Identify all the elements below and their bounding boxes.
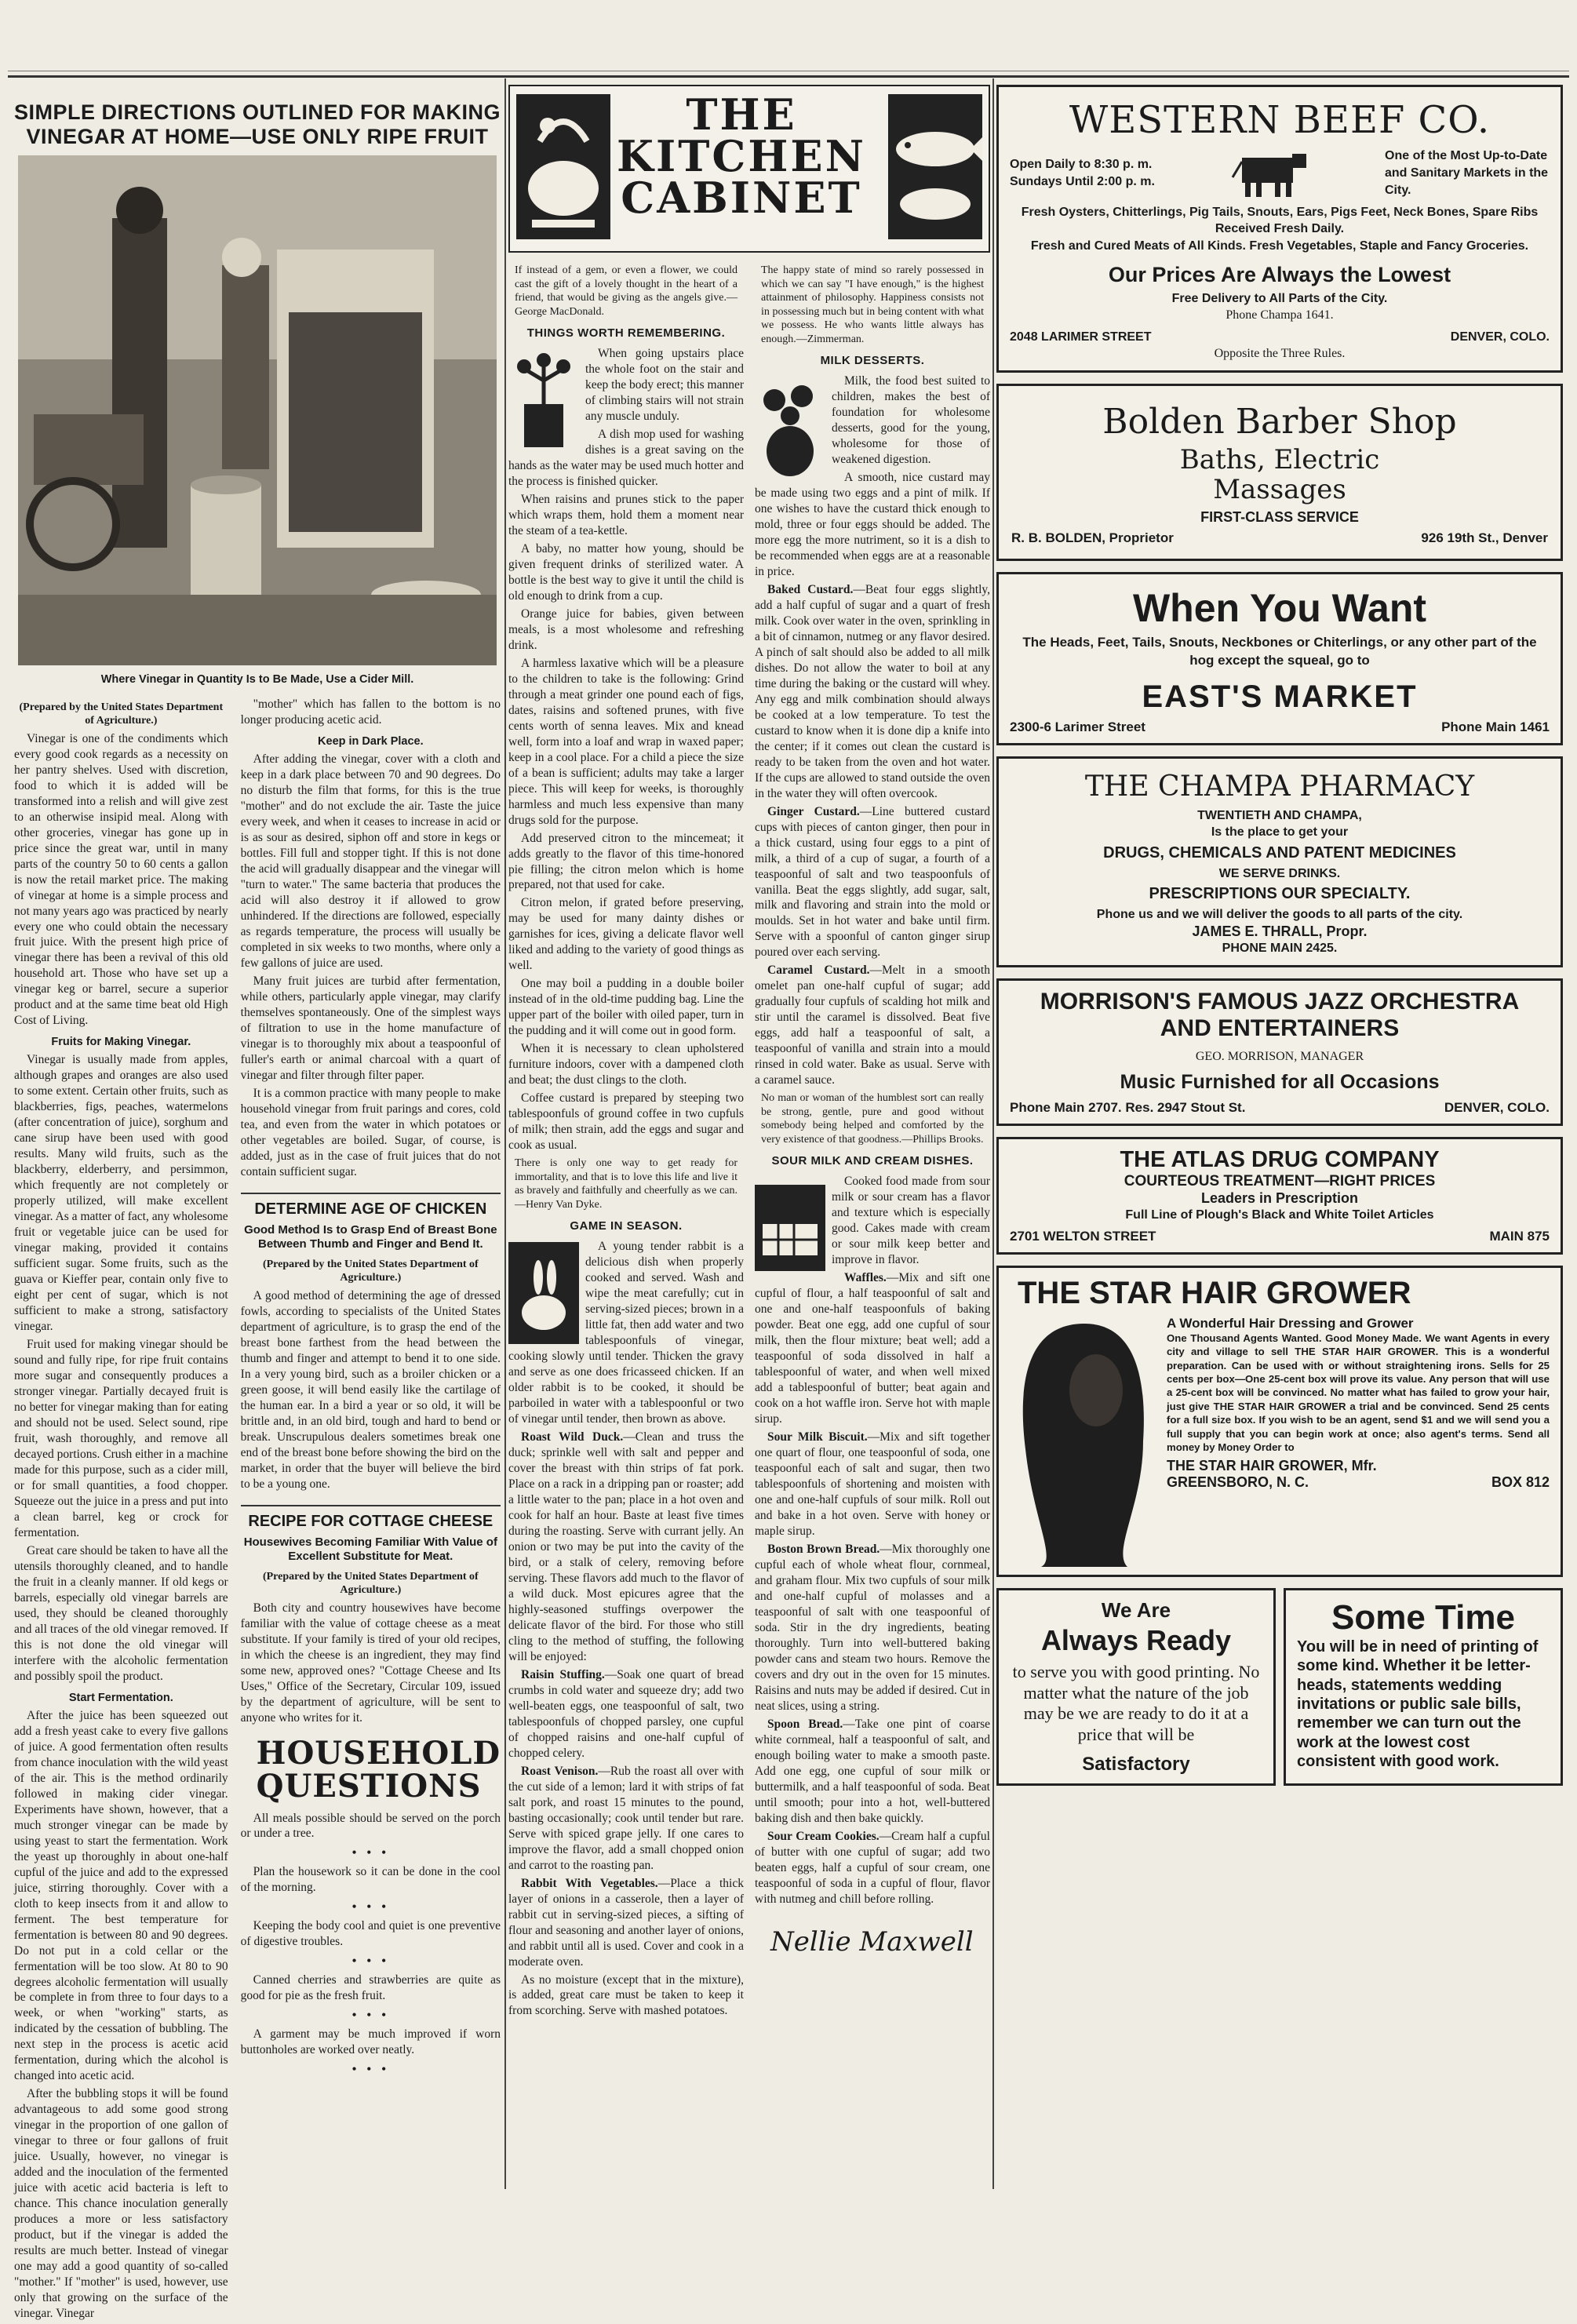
recipe-text: —Soak one quart of bread crumbs in cold water and squeeze dry; add two well-beaten eggs, one teaspoonful of salt, two tablespoonfuls of chopped parsley, one cupful of chopped raisins and one-half cupful of chopped celery.	[508, 1667, 744, 1760]
kitchen-col-b	[755, 260, 990, 2021]
ad-line: JAMES E. THRALL, Propr.	[1192, 923, 1368, 939]
ad-line: Phone Champa 1641.	[1226, 308, 1334, 322]
recipe-name: Spoon Bread.	[767, 1717, 843, 1731]
vinegar-credit: (Prepared by the United States Department of Agriculture.)	[19, 701, 224, 727]
paragraph: Cooked food made from sour milk or sour cream has a flavor and texture which is especially good. Cakes made with cream or sour milk keep better and improve in flavor.	[832, 1175, 990, 1267]
section-head: MILK DESSERTS.	[820, 354, 925, 367]
hq-item: A garment may be much improved if worn buttonholes are worked over neatly.	[240, 2027, 501, 2057]
hq-item: All meals possible should be served on the porch or under a tree.	[240, 1811, 501, 1841]
quote: No man or woman of the humblest sort can really be strong, gentle, pure and good without somebody being helped and comforted by the very existence of that goodness.—Phillips Brooks.	[761, 1092, 984, 1146]
paragraph: Milk, the food best suited to children, makes the best of foundation for wholesome desserts, good for the young, wholesome for those of weakened digestion.	[832, 374, 990, 466]
some-time-ad	[1284, 1588, 1563, 1786]
ad-body: You will be in need of printing of some kind. Whether it be letter-heads, statements wedding invitations or public sale bills, remember we can turn out the work at the lowest cost consistent with good work.	[1297, 1637, 1539, 1771]
morrison-orchestra-ad	[996, 978, 1563, 1127]
vinegar-col-a	[14, 697, 228, 2324]
advertisements-column	[996, 85, 1563, 2187]
paragraph: "mother" which has fallen to the bottom is no longer producing acetic acid.	[240, 698, 501, 727]
title-line: THE	[686, 89, 797, 140]
always-ready-ad	[996, 1588, 1276, 1786]
vinegar-col-b	[241, 697, 501, 2324]
ad-line: Open Daily to 8:30 p. m.	[1010, 158, 1153, 172]
ad-body: to serve you with good printing. No matter what the nature of the job may be we are ready to do it at a price that will be	[1012, 1661, 1260, 1745]
ad-title: Always Ready	[1040, 1623, 1232, 1656]
ad-line: TWENTIETH AND CHAMPA,	[1197, 808, 1362, 822]
ad-box: BOX 812	[1491, 1473, 1550, 1490]
signature: Nellie Maxwell	[770, 1925, 974, 1958]
ad-line: Fresh Oysters, Chitterlings, Pig Tails, Snouts, Ears, Pigs Feet, Neck Bones, Spare Ribs Received Fresh Daily.	[1021, 205, 1539, 236]
ad-line: DRUGS, CHEMICALS AND PATENT MEDICINES	[1103, 843, 1456, 861]
ad-line: Massages	[1213, 473, 1346, 505]
paragraph	[755, 1717, 990, 1827]
paragraph: One may boil a pudding in a double boiler instead of in the old-time pudding bag. Line the upper part of the boiler with oiled paper, turn in the pudding and it will come out in good form.	[508, 977, 744, 1038]
separator: • • •	[351, 2061, 390, 2078]
paragraph: A baby, no matter how young, should be given frequent drinks of sterilized water. A bottle is the best way to give it until the child is old enough to drink from a cup.	[508, 541, 744, 603]
ad-prices: Our Prices Are Always the Lowest	[1108, 262, 1451, 286]
ad-line: Phone us and we will deliver the goods to all parts of the city.	[1096, 908, 1463, 922]
paragraph: Citron melon, if grated before preserving, may be used for many dainty dishes or garnishes for ices, giving a delicate flavor well liked and adding to the variety of good things as well.	[508, 896, 744, 973]
ad-line: Opposite the Three Rules.	[1214, 347, 1346, 361]
ad-address: 2300-6 Larimer Street	[1010, 719, 1145, 734]
paragraph: A dish mop used for washing dishes is a great saving on the hands as the water may be used much hotter and the process is finished quicker.	[508, 427, 745, 488]
recipe-name: Sour Milk Biscuit.	[767, 1430, 868, 1444]
recipe-name: Raisin Stuffing.	[521, 1667, 605, 1681]
chicken-credit: (Prepared by the United States Department of Agriculture.)	[262, 1259, 479, 1284]
household-questions-title: HOUSEHOLD QUESTIONS	[256, 1734, 501, 1805]
paragraph: A harmless laxative which will be a pleasure to the children to take is the following: Grind through a meat grinder one pound each of figs, dates, raisins and softened prunes, with five cents worth of senna leaves. Mix and knead well, form into a loaf and wrap in waxed paper; keep in a cool place. For a child a piece the size of a bean is sufficient; adults may take a larger piece. This will keep for weeks, is thoroughly harmless and much less expensive than many drugs sold for the purpose.	[508, 656, 744, 827]
paragraph: Coffee custard is prepared by steeping two tablespoonfuls of ground coffee in two cupfuls of milk; then strain, add the eggs and sugar and cook as usual.	[508, 1091, 744, 1153]
ad-line: PHONE MAIN 2425.	[1222, 941, 1338, 955]
ad-phone: Phone Main 1461	[1441, 719, 1550, 734]
ad-line: Music Furnished for all Occasions	[1120, 1071, 1440, 1094]
ad-title: Bolden Barber Shop	[1102, 401, 1457, 442]
paragraph	[755, 1270, 990, 1427]
ad-line: The Heads, Feet, Tails, Snouts, Neckbones or Chiterlings, or any other part of the hog except the squeal, go to	[1022, 635, 1537, 668]
separator: • • •	[351, 2007, 390, 2023]
recipe-text: —Mix and sift together one quart of flour, one teaspoonful of soda, one teaspoonful each of salt and sugar, then two tablespoonfuls of shortening and moisten with one and one-half cupfuls of sour milk. Roll out and bake in a hot oven. Serve with honey or maple sirup.	[755, 1430, 990, 1538]
recipe-text: —Beat four eggs slightly, add a half cupful of sugar and a quart of fresh milk. Cook over water in the oven, sprinkling in a bit of cinnamon, nutmeg or any flavor desired. A pinch of salt should also be added to all milk dishes. Do not allow the water to boil at any time during the baking or the custard will whey. Any egg and milk combination should always be cooked at a low temperature. To test the custard to know when it is done dip a knife into the center; if it comes out clean the custard is ready to be taken from the oven and hot water. If the cups are allowed to stand outside the oven in the water they will often overcook.	[755, 582, 991, 800]
column-rule-1	[504, 78, 506, 2189]
vinegar-article-column	[14, 85, 501, 2321]
cheese-deck: Housewives Becoming Familiar With Value of Excellent Substitute for Meat.	[243, 1535, 497, 1564]
ad-body: One Thousand Agents Wanted. Good Money Made. We want Agents in every city and village to sell THE STAR HAIR GROWER. This is a wonderful preparation. Can be used with or without straightening irons. Sells for 25 cents per box—One 25-cent box will prove its value. Any person that will use a 25-cent box will be convinced. No matter what has failed to grow your hair, just give THE STAR HAIR GROWER a trial and be convinced. Send 25 cents for a full size box. If you wish to be an agent, send $1 and we will send you a full supply that you can begin work at once; also agent's terms. Send all money by Money Order to	[1167, 1331, 1550, 1454]
atlas-drug-ad	[996, 1137, 1563, 1255]
flower-pot-icon	[508, 349, 579, 451]
ad-line: Baths, Electric	[1179, 444, 1380, 476]
recipe-name: Ginger Custard.	[767, 804, 860, 818]
cheese-headline: RECIPE FOR COTTAGE CHEESE	[241, 1505, 501, 1531]
recipe-text: —Place a thick layer of onions in a casserole, then a layer of rabbit cut in serving-sized pieces, a sifting of flour and seasoning and another layer of onions, and rabbit until all is used. Cover and cook in a moderate oven.	[508, 1876, 744, 1969]
chicken-deck: Good Method Is to Grasp End of Breast Bone Between Thumb and Finger and Bend It.	[244, 1222, 497, 1251]
ad-line: We Are	[1101, 1597, 1171, 1622]
section-head: GAME IN SEASON.	[570, 1219, 683, 1233]
recipe-text: —Clean and truss the duck; sprinkle well with salt and pepper and cover the breast with thin strips of fat pork. Place on a rack in a dripping pan or roaster; add a little water to the pan; place in a hot oven and cook for half an hour. Baste at least five times during the roasting. Serve with currant jelly. An onion or two may be put into the cavity of the bird, or a stalk of celery, removing before serving. These flavors add much to the flavor of a wild duck. Most epicures agree that the highly-seasoned stuffings overpower the delicate flavor of the bird. For those who still cling to the method of stuffing, the following will be enjoyed:	[508, 1430, 744, 1663]
ad-line: THE STAR HAIR GROWER, Mfr.	[1167, 1457, 1377, 1473]
ad-city: DENVER, COLO.	[1450, 330, 1550, 344]
ad-title: WESTERN BEEF CO.	[1069, 98, 1491, 142]
title-line: KITCHEN	[617, 130, 866, 181]
paragraph	[508, 1667, 744, 1761]
recipe-text: —Mix thoroughly one cupful each of whole wheat flour, cornmeal, and graham flour. Mix two cupfuls of sour milk and one-half cupful of molasses and a teaspoonful of salt with one teaspoonful of soda. Stir in the dry ingredients, beating thoroughly. Turn into well-buttered baking powder cans and steam two hours. Remove the covers and dry out in the oven for 15 minutes. Raisins and nuts may be added if desired. Cut in neat slices, using a string.	[755, 1542, 990, 1713]
paragraph: A smooth, nice custard may be made using two eggs and a pint of milk. If one wishes to have the custard thick enough to mold, three or four eggs should be added. The more egg the more nutriment, so it is a dish to be recommended when eggs are at a reasonable in price.	[755, 470, 990, 578]
ad-line: GEO. MORRISON, MANAGER	[1195, 1049, 1364, 1063]
ad-tagline: One of the Most Up-to-Date and Sanitary Markets in the City.	[1385, 149, 1549, 197]
subhead: Start Fermentation.	[68, 1691, 173, 1704]
quote: There is only one way to get ready for immortality, and that is to love this life and live it as bravely and faithfully and cheerfully as we can.—Henry Van Dyke.	[515, 1157, 738, 1211]
ad-line: FIRST-CLASS SERVICE	[1200, 509, 1359, 526]
paragraph: When going upstairs place the whole foot on the stair and keep the body erect; this manner of climbing stairs will not strain any muscle unduly.	[585, 347, 744, 423]
rabbit-illustration-icon	[508, 1242, 579, 1344]
ad-line: COURTEOUS TREATMENT—RIGHT PRICES	[1124, 1173, 1436, 1190]
separator: • • •	[351, 1845, 390, 1861]
western-beef-ad	[996, 85, 1563, 373]
kitchen-col-a	[508, 260, 744, 2021]
ad-line: A Wonderful Hair Dressing and Grower	[1167, 1315, 1414, 1331]
ad-title: THE ATLAS DRUG COMPANY	[1120, 1147, 1440, 1173]
paragraph: Many fruit juices are turbid after fermentation, while others, particularly apple vinegar, may clarify themselves spontaneously. One of the simplest ways of filtration to use in the home manufacture of vinegar is to thoroughly mix about a teaspoonful of fuller's earth or animal charcoal with a quart of vinegar and filter through filter paper.	[240, 974, 501, 1082]
woman-portrait-icon	[1010, 1316, 1159, 1567]
ad-phone: Phone Main 2707. Res. 2947 Stout St.	[1010, 1100, 1246, 1116]
ad-address: 2048 LARIMER STREET	[1010, 330, 1152, 344]
column-rule-2	[992, 78, 994, 2189]
kitchen-cabinet-title	[616, 89, 867, 223]
cow-icon	[1226, 146, 1313, 201]
ad-line: Leaders in Prescription	[1200, 1190, 1359, 1207]
paragraph: As no moisture (except that in the mixture), is added, great care must be taken to keep it from scorching. Serve with mashed potatoes.	[508, 1972, 744, 2018]
kitchen-cabinet-column	[508, 85, 990, 2187]
paragraph: When it is necessary to clean upholstered furniture indoors, cover with a dampened cloth and beat; the dust clings to the cloth.	[508, 1042, 744, 1087]
fish-platter-illustration-icon	[888, 94, 982, 239]
ad-line: Free Delivery to All Parts of the City.	[1171, 291, 1388, 305]
recipe-text: —Line buttered custard cups with pieces of canton ginger, then pour in a thick custard, using four eggs to a pint of milk, a third of a cup of sugar, a fourth of a teaspoonful of salt and two teaspoonfuls of vanilla. Beat the eggs slightly, add sugar, salt, milk and flavoring and strain into the mold or moulds. Set in hot water and bake until firm. Serve with a spoonful of canton ginger sirup poured over each serving.	[755, 804, 990, 960]
ad-title: Some Time	[1331, 1597, 1515, 1637]
ad-line: Satisfactory	[1082, 1754, 1190, 1776]
paragraph: When raisins and prunes stick to the paper which wraps them, hold them a moment near the steam of a tea-kettle.	[508, 492, 744, 537]
quote: If instead of a gem, or even a flower, we could cast the gift of a lovely thought in the heart of a friend, that would be giving as the angels give.—George MacDonald.	[515, 264, 738, 318]
quote: The happy state of mind so rarely possessed in which we can say "I have enough," is the highest attainment of philosophy. Happiness consists not in possessing much but in being content with what we possess. He who wants little always has enough.—Zimmerman.	[761, 264, 984, 345]
recipe-text: —Melt in a smooth omelet pan one-half cupful of sugar; add gradually four cupfuls of scalding hot milk and stir until the caramel is dissolved. Beat five eggs, add half a teaspoonful of salt, a teaspoonful of vanilla and strain into a mould rinsed in cold water. Bake as usual. Serve with a caramel sauce.	[755, 963, 990, 1087]
recipe-name: Waffles.	[844, 1271, 887, 1285]
hq-item: Keeping the body cool and quiet is one preventive of digestive troubles.	[240, 1919, 501, 1949]
paragraph: After adding the vinegar, cover with a cloth and keep in a dark place between 70 and 90 degrees. Do no disturb the film that forms, for this is the true "mother" and do not exclude the air. Taste the juice every week, and when it ceases to increase in acid or is as sour as desired, siphon off and store in kegs or bottles. Fill full and stopper tight. If this is not done the acid will gradually disappear and the vinegar will "turn to water." The same bacteria that produces the acid will also destroy it if allowed to grow unhindered. If the directions are followed, especially as regards temperature, the process will usually be completed in six weeks to two months, where only a few gallons of juice are used.	[240, 752, 501, 970]
ad-name: EAST'S MARKET	[1142, 679, 1418, 714]
cider-mill-photo	[18, 155, 497, 665]
separator: • • •	[351, 1953, 390, 1969]
section-head: SOUR MILK AND CREAM DISHES.	[771, 1154, 974, 1168]
photo-caption: Where Vinegar in Quantity Is to Be Made, Use a Cider Mill.	[100, 673, 414, 687]
paragraph	[755, 1829, 990, 1907]
section-head: THINGS WORTH REMEMBERING.	[526, 326, 726, 340]
recipe-name: Sour Cream Cookies.	[767, 1829, 880, 1843]
vinegar-headline: SIMPLE DIRECTIONS OUTLINED FOR MAKING VINEGAR AT HOME—USE ONLY RIPE FRUIT	[14, 100, 501, 149]
chicken-headline: DETERMINE AGE OF CHICKEN	[241, 1193, 501, 1218]
paragraph	[508, 1764, 744, 1874]
paragraph: Great care should be taken to have all the utensils thoroughly cleaned, and to handle the fruit in a cleanly manner. If old kegs or barrels, especially old vinegar barrels are used, they should be cleaned thoroughly and all traces of the old vinegar removed. If this is not done the old vinegar will interfere with the alcoholic fermentation and possibly spoil the product.	[14, 1543, 228, 1683]
paragraph	[508, 1430, 744, 1665]
ad-title: When You Want	[1132, 586, 1427, 631]
title-line: CABINET	[621, 172, 862, 223]
recipe-name: Roast Venison.	[521, 1764, 599, 1778]
recipe-name: Baked Custard.	[767, 582, 854, 596]
ad-line: WE SERVE DRINKS.	[1218, 866, 1341, 880]
top-rule	[8, 75, 1569, 78]
hq-item: Plan the housework so it can be done in the cool of the morning.	[240, 1865, 501, 1895]
paragraph	[755, 804, 990, 961]
ad-hours	[1010, 156, 1155, 190]
paragraph: Add preserved citron to the mincemeat; it adds greatly to the flavor of this time-honored pie filling; the citron melon which is home prepared, not that used for cake.	[508, 831, 744, 892]
ad-city: GREENSBORO, N. C.	[1167, 1473, 1309, 1490]
ad-line: Is the place to get your	[1211, 825, 1349, 840]
paragraph	[755, 1430, 990, 1539]
ad-title: THE STAR HAIR GROWER	[1018, 1275, 1411, 1310]
paragraph	[755, 1542, 990, 1714]
paragraph: A young tender rabbit is a delicious dish when properly cooked and served. Wash and wipe the meat carefully; cut in serving-sized pieces; brown in a little fat, then add water and two tablespoonfuls of vinegar, cooking slowly until tender. Thicken the gravy and serve as one does fricasseed chicken. If an older rabbit is to be cooked, it should be parboiled in water with a tablespoonful or two of vinegar until tender, then brown as above.	[508, 1240, 744, 1426]
paragraph: Both city and country housewives have become familiar with the value of cottage cheese as a meat substitute. If your family is tired of your old recipes, in which the cheese is an ingredient, they may find some new, approved ones? "Cottage Cheese and Its Uses," Office of the Secretary, Circular 109, issued by the department of agriculture, will be sent to anyone who writes for it.	[240, 1601, 501, 1725]
waffle-dish-icon	[755, 1177, 825, 1279]
hq-item: Canned cherries and strawberries are quite as good for pie as the fresh fruit.	[240, 1973, 501, 2003]
star-hair-grower-ad	[996, 1266, 1563, 1577]
ad-proprietor: R. B. BOLDEN, Proprietor	[1011, 530, 1174, 546]
ad-line: Full Line of Plough's Black and White Toilet Articles	[1125, 1208, 1434, 1222]
paragraph	[755, 963, 990, 1088]
ad-address: 2701 WELTON STREET	[1010, 1228, 1156, 1244]
paragraph: Fruit used for making vinegar should be sound and fully ripe, for ripe fruit contains more sugar and consequently produces a stronger vinegar. Partially decayed fruit is no better for vinegar making than for eating and should not be used. Select sound, ripe fruit, wash thoroughly, and remove all decayed portions. Crush either in a machine made for this purpose, such as a cider mill, or for small quantities, a food chopper. Squeeze out the juice in a press and put into a clean barrel, keg or crock for fermentation.	[14, 1338, 228, 1539]
paragraph	[755, 582, 990, 802]
paragraph: It is a common practice with many people to make household vinegar from fruit parings and cores, cold tea, and even from the water in which potatoes or other vegetables are boiled. Sugar, of course, is added, just as in the case of fruit juices that do not contain sufficient sugar.	[240, 1086, 501, 1178]
paragraph: After the juice has been squeezed out add a fresh yeast cake to every five gallons of juice. A good fermentation often results from chance inoculation with the wild yeast of the air. This is the method ordinarily followed in making cider vinegar. Experiments have shown, however, that a much stronger vinegar can be made by using yeast to start the fermentation. Work the yeast up thoroughly in about one-half cupful of the juice and add to the expressed juice, stirring thoroughly. Cover with a cloth to keep insects from it and allow to ferment. The best temperature for fermentation is between 80 and 90 degrees. Do not put in a cold cellar or the fermentation will be too slow. At 80 to 90 degrees alcoholic fermentation will usually be complete in from three to four days to a week, or when "working" starts, as indicated by the cessation of bubbling. The next step in the process is acetic acid fermentation, during which the alcohol is changed into acetic acid.	[14, 1708, 228, 2083]
champa-pharmacy-ad	[996, 756, 1563, 967]
paragraph: Orange juice for babies, given between meals, is a most wholesome and refreshing drink.	[508, 606, 744, 652]
separator: • • •	[351, 1899, 390, 1915]
recipe-text: —Take one pint of coarse white cornmeal, half a teaspoonful of salt, and enough boiling water to make a smooth paste. Add one egg, one cupful of sour milk or buttermilk, and a half teaspoonful of soda. Beat until smooth; pour into a hot, well-buttered baking dish and then bake quickly.	[755, 1717, 990, 1825]
recipe-text: —Mix and sift one cupful of flour, a half teaspoonful of salt and one and one-half teaspoonfuls of baking powder. Beat one egg, add one cupful of sour milk, then the flour mixture; beat well; add a teaspoonful of soda dissolved in half a tablespoonful of water, and when well mixed add a tablespoonful of butter; beat again and cook on a hot waffle iron. Serve hot with maple sirup.	[755, 1271, 990, 1426]
ad-line: Sundays Until 2:00 p. m.	[1010, 174, 1155, 188]
kitchen-cabinet-masthead	[508, 85, 990, 253]
recipe-name: Boston Brown Bread.	[767, 1542, 880, 1556]
recipe-name: Roast Wild Duck.	[521, 1430, 624, 1444]
recipe-name: Caramel Custard.	[767, 963, 870, 978]
recipe-text: —Cream half a cupful of butter with one cupful of sugar; add two beaten eggs, half a cupful of sour cream, one teaspoonful of soda in a cupful of flour, flavor with nutmeg and chill before rolling.	[755, 1829, 990, 1906]
ad-line: PRESCRIPTIONS OUR SPECIALTY.	[1149, 885, 1411, 903]
ad-line: Fresh and Cured Meats of All Kinds. Fresh Vegetables, Staple and Fancy Groceries.	[1030, 239, 1529, 253]
bolden-barber-ad	[996, 384, 1563, 561]
ad-address: 926 19th St., Denver	[1421, 530, 1548, 546]
recipe-text: —Rub the roast all over with the cut side of a lemon; lard it with strips of fat salt pork, and roast 15 minutes to the pound, basting occasionally; cook until tender but rare. Serve with spiced grape jelly. If one cares to improve the flavor, add a small chopped onion and carrot to the roasting pan.	[508, 1764, 744, 1872]
ad-title: MORRISON'S FAMOUS JAZZ ORCHESTRA	[1040, 988, 1520, 1014]
subhead: Keep in Dark Place.	[318, 735, 424, 749]
paragraph: Vinegar is usually made from apples, although grapes and oranges are also used to some extent. Certain other fruits, such as blackberries, figs, peaches, watermelons (after concentration of juice), sorghum and cane sirup have been used with good results. Many wild fruits, such as the blackberry, elderberry, and persimmon, which frequently are not completely or properly utilized, will make excellent vinegar. As a matter of fact, any wholesome fruit or vegetable juice can be used for vinegar making, provided it contains sufficient sugar. Some fruits, such as the guava or Kieffer pear, contain only five to eight per cent of sugar, which is not sufficient to make a strong, satisfactory vinegar.	[14, 1053, 228, 1334]
turkey-vase-illustration-icon	[516, 94, 610, 239]
paragraph	[508, 1876, 744, 1970]
paragraph: A good method of determining the age of dressed fowls, according to specialists of the United States department of agriculture, is to grasp the end of the breast bone farthest from the head between the thumb and finger and attempt to bend it to one side. In a very young bird, such as a broiler chicken or a green goose, it will bend easily like the cartilage of the human ear. In a bird a year or so old, it will be brittle and, in an old bird, tough and hard to bend or break. Unscrupulous dealers sometimes break one end of the breast bone before showing the bird on the market, in order that the buyer will believe the bird to be a young one.	[240, 1288, 501, 1491]
ad-title: THE CHAMPA PHARMACY	[1084, 770, 1475, 803]
paragraph: Vinegar is one of the condiments which every good cook regards as a necessity on her pantry shelves. Used with discretion, food to which it is added will be transformed into a relish and will give zest to an otherwise insipid meal. Along with other groceries, vinegar has gone up in price since the great war, until in many parts of the country 50 to 60 cents a gallon is now the retail market price. The making of vinegar at home is a simple process and not many years ago was practiced by nearly every one who could obtain the necessary fruit juice. With the present high price of vinegar there has been a revival of this old household art. Those who have set up a vinegar keg or barrel, secure a superior product and at the same time beat old High Cost of Living.	[14, 731, 228, 1028]
recipe-name: Rabbit With Vegetables.	[521, 1876, 658, 1890]
ad-phone: MAIN 875	[1489, 1228, 1550, 1244]
easts-market-ad	[996, 572, 1563, 745]
ad-city: DENVER, COLO.	[1444, 1100, 1550, 1116]
subhead: Fruits for Making Vinegar.	[51, 1036, 191, 1049]
ad-line: AND ENTERTAINERS	[1160, 1014, 1400, 1041]
cheese-credit: (Prepared by the United States Department of Agriculture.)	[262, 1571, 479, 1596]
flower-vase-icon	[755, 377, 825, 479]
paragraph: After the bubbling stops it will be found advantageous to add some good strong vinegar in the proportion of one gallon of vinegar to three or four gallons of fruit juice. Usually, however, no vinegar is added and the inoculation of the fermented juice with acetic acid bacteria is left to chance. This chance inoculation generally produces a more or less satisfactory product, but if the vinegar is added the results are much better. Instead of vinegar one may add a good quantity of so-called "mother." If "mother" is used, however, use only that growing on the surface of the vinegar. Vinegar	[14, 2087, 228, 2321]
